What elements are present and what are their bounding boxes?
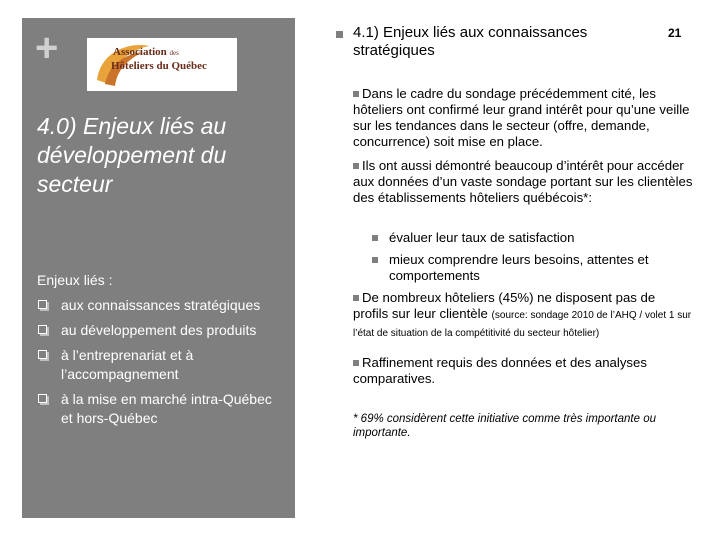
list-item: au développement des produits: [37, 321, 277, 340]
list-item: à la mise en marché intra-Québec et hors-Québec: [37, 390, 277, 428]
source-note: (source: sondage 2010 de l’AHQ / volet 1 sur l’état de situation de la compétitivité du secteur hôtelier): [353, 310, 692, 339]
issues-heading: Enjeux liés :: [37, 272, 113, 288]
square-bullet-icon: [353, 91, 359, 97]
plus-icon: +: [35, 26, 59, 70]
checkbox-bullet-icon: [38, 394, 47, 403]
association-logo: [87, 38, 237, 91]
paragraph-1: Dans le cadre du sondage précédemment cité, les hôteliers ont confirmé leur grand intérêt pour qu’une veille sur les tendances dans le secteur (offre, demande, concurrence) soit mise en place.: [353, 86, 690, 149]
square-bullet-icon: [353, 360, 359, 366]
logo-line2: Hôteliers du Québec: [111, 60, 207, 72]
square-bullet-icon: [353, 163, 359, 169]
section-title: 4.0) Enjeux liés au développement du secteur: [37, 113, 227, 197]
checkbox-bullet-icon: [38, 350, 47, 359]
footnote: * 69% considèrent cette initiative comme très importante ou importante.: [353, 413, 656, 439]
sub-item: évaluer leur taux de satisfaction: [372, 230, 697, 246]
checkbox-bullet-icon: [38, 325, 47, 334]
square-bullet-icon: [372, 257, 378, 263]
checkbox-bullet-icon: [38, 300, 47, 309]
paragraph-4: Raffinement requis des données et des analyses comparatives.: [353, 355, 647, 386]
sub-item: mieux comprendre leurs besoins, attentes et comportements: [372, 252, 697, 284]
square-bullet-icon: [372, 235, 378, 241]
logo-line1: Association des: [113, 46, 179, 58]
list-item: à l’entreprenariat et à l’accompagnement: [37, 346, 277, 384]
square-bullet-icon: [353, 295, 359, 301]
list-item: aux connaissances stratégiques: [37, 296, 277, 315]
paragraph-3: De nombreux hôteliers (45%) ne disposent pas de profils sur leur clientèle (source: sondage 2010 de l’AHQ / volet 1 sur l’état de situation de la compétitivité du secteur hôtelier): [353, 290, 692, 339]
left-panel: [22, 18, 295, 518]
issues-list: [37, 296, 277, 434]
page-number: 21: [668, 26, 682, 40]
slide-title: 4.1) Enjeux liés aux connaissances stratégiques: [353, 24, 588, 59]
square-bullet-icon: [336, 31, 343, 38]
paragraph-2: Ils ont aussi démontré beaucoup d’intérêt pour accéder aux données d’un vaste sondage portant sur les clientèles des établissements hôteliers québécois*:: [353, 158, 693, 205]
